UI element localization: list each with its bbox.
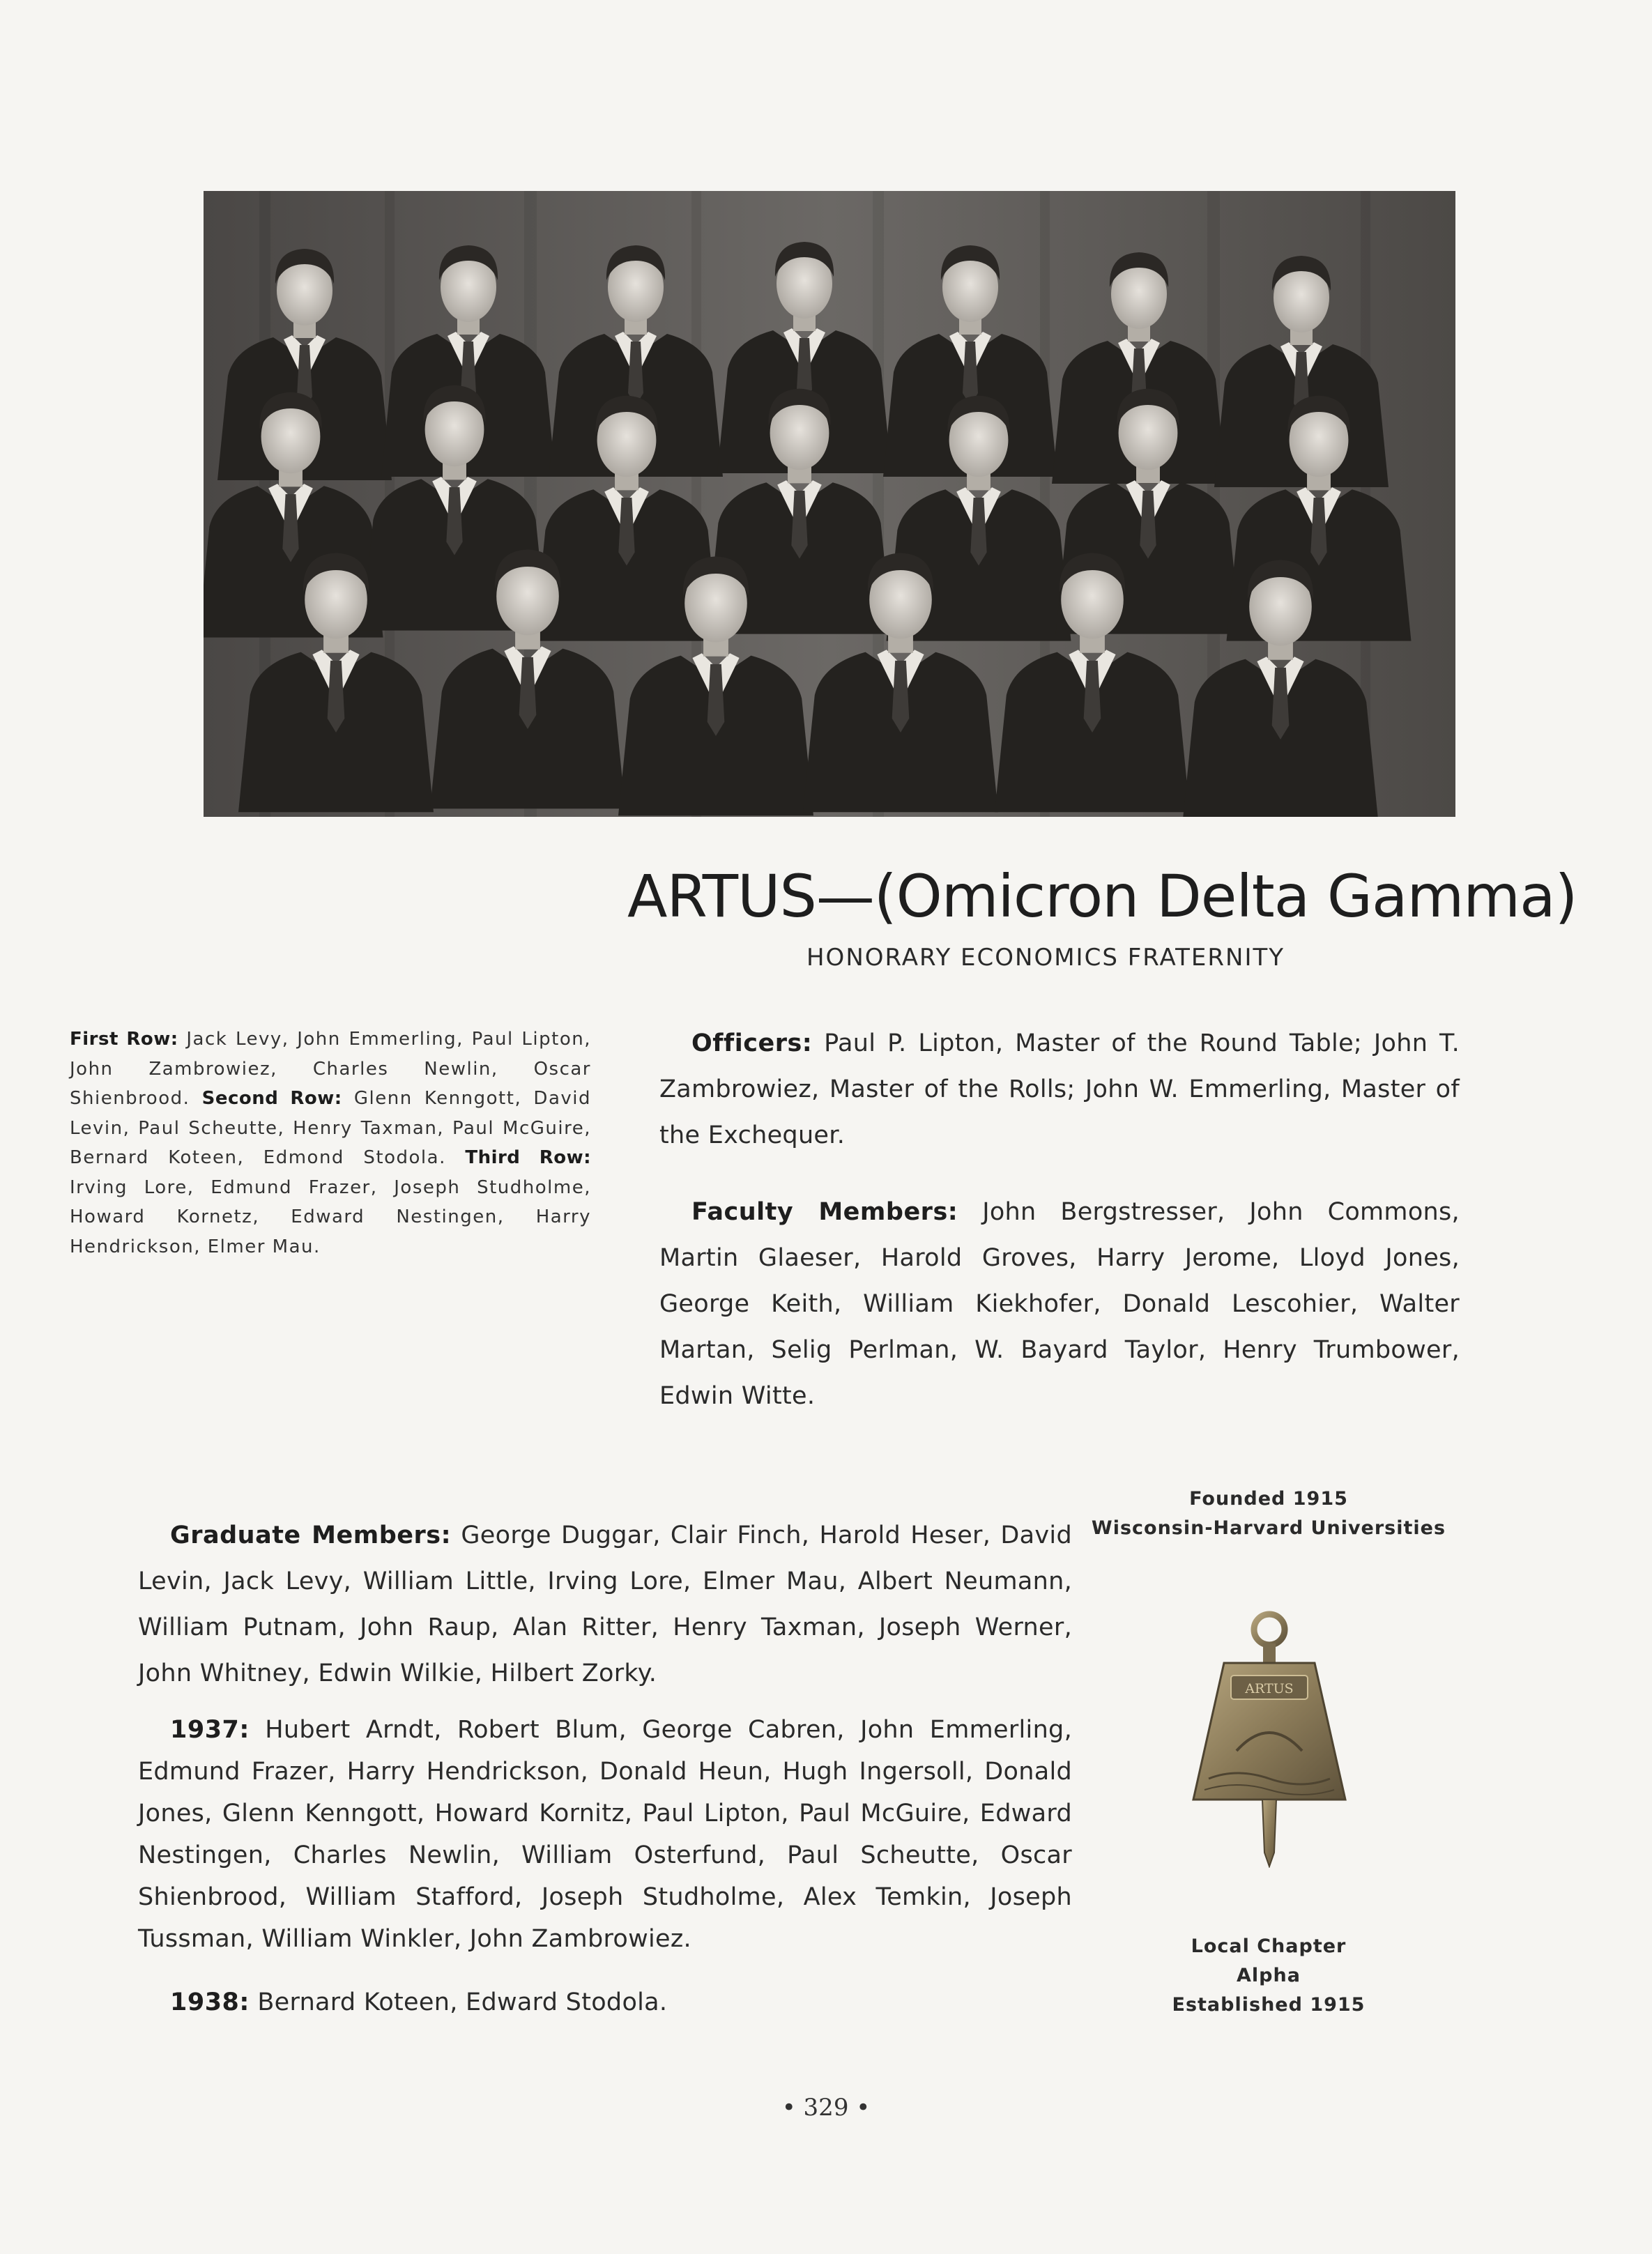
fraternity-pin-icon	[1188, 1603, 1355, 1868]
page-subtitle: HONORARY ECONOMICS FRATERNITY	[806, 944, 1285, 972]
graduate-text: George Duggar, Clair Finch, Harold Heser, David Levin, Jack Levy, William Little, Irving Lore, Elmer Mau, Albert Neumann, William Putnam, John Raup, Alan Ritter, Henry Taxman, Joseph Werner, John Whitney, Edwin Wilkie, Hilbert Zorky.	[138, 1521, 1072, 1687]
local-chapter-label: Local Chapter	[1191, 1935, 1347, 1957]
officers-label: Officers:	[691, 1029, 813, 1057]
caption-second-row-label: Second Row:	[201, 1088, 342, 1109]
pin-engraving: ARTUS	[1245, 1681, 1294, 1696]
faculty-text: John Bergstresser, John Commons, Martin Glaeser, Harold Groves, Harry Jerome, Lloyd Jones, George Keith, William Kiekhofer, Donald Lescohier, Walter Martan, Selig Perlman, W. Bayard Taylor, Henry Trumbower, Edwin Witte.	[659, 1198, 1460, 1410]
founded-note	[1087, 1485, 1450, 1543]
page-title: ARTUS—(Omicron Delta Gamma)	[627, 862, 1577, 930]
class-1937-paragraph	[138, 1709, 1072, 1960]
faculty-label: Faculty Members:	[691, 1198, 958, 1226]
caption-second-row-text: Glenn Kenngott, David Levin, Paul Scheutte, Henry Taxman, Paul McGuire, Bernard Koteen, Edmond Stodola.	[70, 1088, 591, 1168]
class-1937-text: Hubert Arndt, Robert Blum, George Cabren, John Emmerling, Edmund Frazer, Harry Hendrickson, Donald Heun, Hugh Ingersoll, Donald Jones, Glenn Kenngott, Howard Kornitz, Paul Lipton, Paul McGuire, Edward Nestingen, Charles Newlin, William Osterfund, Paul Scheutte, Oscar Shienbrood, William Stafford, Joseph Studholme, Alex Temkin, Joseph Tussman, William Winkler, John Zambrowiez.	[138, 1716, 1072, 1953]
local-chapter-name: Alpha	[1237, 1965, 1301, 1986]
class-1938-text: Bernard Koteen, Edward Stodola.	[249, 1988, 668, 2016]
group-photo	[204, 191, 1455, 817]
class-1937-label: 1937:	[170, 1716, 250, 1744]
class-1938-label: 1938:	[170, 1988, 250, 2016]
graduate-paragraph	[138, 1512, 1072, 1696]
caption-third-row-label: Third Row:	[465, 1147, 591, 1168]
officers-text: Paul P. Lipton, Master of the Round Table; John T. Zambrowiez, Master of the Rolls; John W. Emmerling, Master of the Exchequer.	[659, 1029, 1460, 1149]
page-number: • 329 •	[781, 2094, 871, 2122]
officers-paragraph	[659, 1020, 1460, 1158]
caption-first-row-text: Jack Levy, John Emmerling, Paul Lipton, John Zambrowiez, Charles Newlin, Oscar Shienbrood.	[70, 1029, 591, 1109]
local-chapter-established: Established 1915	[1172, 1994, 1366, 2016]
photo-caption	[70, 1025, 591, 1262]
caption-third-row-text: Irving Lore, Edmund Frazer, Joseph Studholme, Howard Kornetz, Edward Nestingen, Harry Hendrickson, Elmer Mau.	[70, 1176, 591, 1257]
faculty-paragraph	[659, 1189, 1460, 1419]
caption-first-row-label: First Row:	[70, 1029, 178, 1050]
local-chapter-note	[1087, 1932, 1450, 2020]
class-1938-paragraph	[138, 1979, 1072, 2025]
founded-year: Founded 1915	[1189, 1488, 1348, 1510]
graduate-label: Graduate Members:	[170, 1521, 452, 1549]
founded-universities: Wisconsin-Harvard Universities	[1091, 1517, 1446, 1539]
